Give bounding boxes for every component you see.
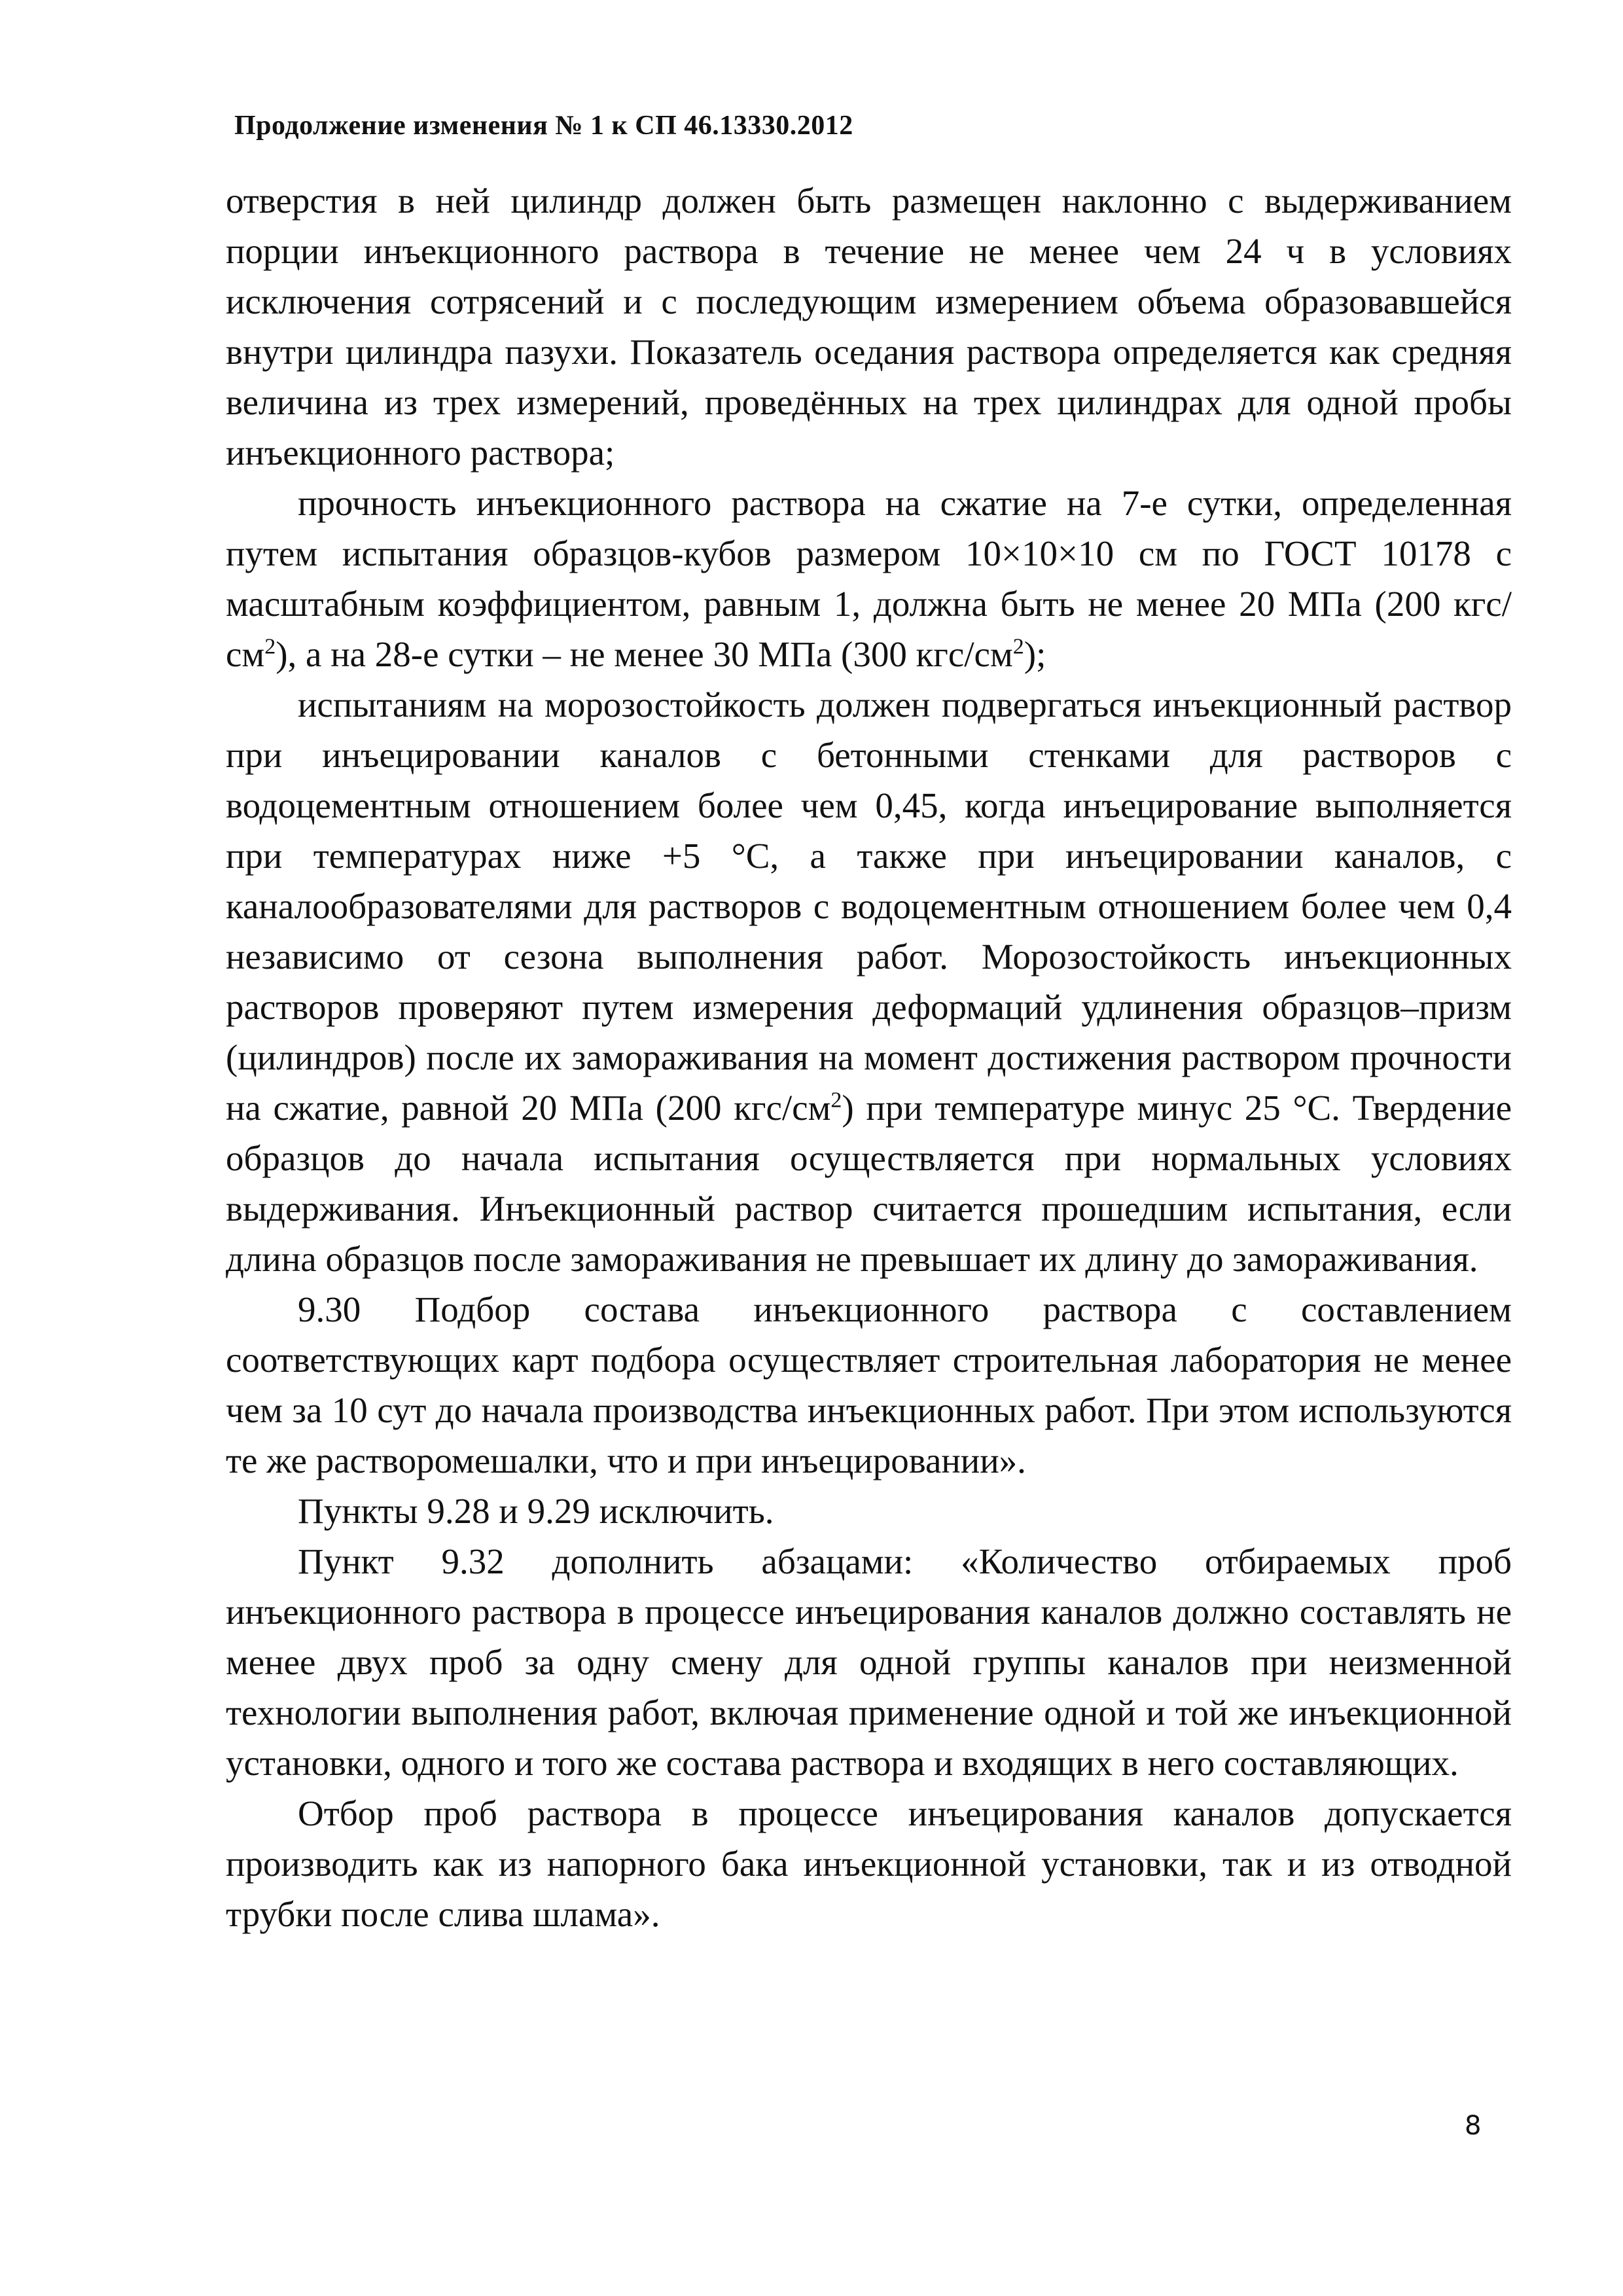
paragraph-7 — [226, 1788, 1512, 1939]
superscript: 2 — [830, 1088, 842, 1113]
paragraph-text: ); — [1024, 634, 1046, 674]
document-body — [226, 175, 1512, 1939]
paragraph-text: испытаниям на морозостойкость должен подвергаться инъекционный раствор при инъецировании каналов с бетонными стенками для растворов с водоцементным отношением более чем 0,45, когда инъецирование выполняется при температурах ниже +5 °С, а также при инъецировании каналов, с каналообразователями для растворов с водоцементным отношением более чем 0,4 независимо от сезона выполнения работ. Морозостойкость инъекционных растворов проверяют путем измерения деформаций удлинения образцов–призм (цилиндров) после их замораживания на момент достижения раствором прочности на сжатие, равной 20 МПа (200 кгс/см — [226, 685, 1512, 1128]
paragraph-text: Пункт 9.32 дополнить абзацами: «Количество отбираемых проб инъекционного раствора в процессе инъецирования каналов должно составлять не менее двух проб за одну смену для одной группы каналов при неизменной технологии выполнения работ, включая применение одной и той же инъекционной установки, одного и того же состава раствора и входящих в него составляющих. — [226, 1541, 1512, 1783]
paragraph-text: отверстия в ней цилиндр должен быть размещен наклонно с выдерживанием порции инъекционного раствора в течение не менее чем 24 ч в условиях исключения сотрясений и с последующим измерением объема образовавшейся внутри цилиндра пазухи. Показатель оседания раствора определяется как средняя величина из трех измерений, проведённых на трех цилиндрах для одной пробы инъекционного раствора; — [226, 181, 1512, 473]
document-header: Продолжение изменения № 1 к СП 46.13330.2012 — [234, 111, 853, 141]
paragraph-3 — [226, 679, 1512, 1284]
paragraph-2 — [226, 478, 1512, 679]
paragraph-text: Отбор проб раствора в процессе инъецирования каналов допускается производить как из напорного бака инъекционной установки, так и из отводной трубки после слива шлама». — [226, 1793, 1512, 1934]
superscript: 2 — [264, 634, 276, 659]
paragraph-text: Пункты 9.28 и 9.29 исключить. — [298, 1491, 774, 1531]
paragraph-4 — [226, 1284, 1512, 1486]
paragraph-6 — [226, 1536, 1512, 1788]
paragraph-text: прочность инъекционного раствора на сжатие на 7-е сутки, определенная путем испытания образцов-кубов размером 10×10×10 см по ГОСТ 10178 с масштабным коэффициентом, равным 1, должна быть не менее 20 МПа (200 кгс/см — [226, 483, 1512, 674]
paragraph-text: ), а на 28-е сутки – не менее 30 МПа (300 кгс/см — [276, 634, 1013, 674]
superscript: 2 — [1012, 634, 1024, 659]
paragraph-5 — [226, 1486, 1512, 1536]
paragraph-text: ) при температуре минус 25 °С. Твердение образцов до начала испытания осуществляется при нормальных условиях выдерживания. Инъекционный раствор считается прошедшим испытания, если длина образцов после замораживания не превышает их длину до замораживания. — [226, 1088, 1512, 1279]
paragraph-text: 9.30 Подбор состава инъекционного раствора с составлением соответствующих карт подбора осуществляет строительная лаборатория не менее чем за 10 сут до начала производства инъекционных работ. При этом используются те же растворомешалки, что и при инъецировании». — [226, 1289, 1512, 1480]
paragraph-1 — [226, 175, 1512, 478]
page-number: 8 — [1465, 2111, 1482, 2141]
